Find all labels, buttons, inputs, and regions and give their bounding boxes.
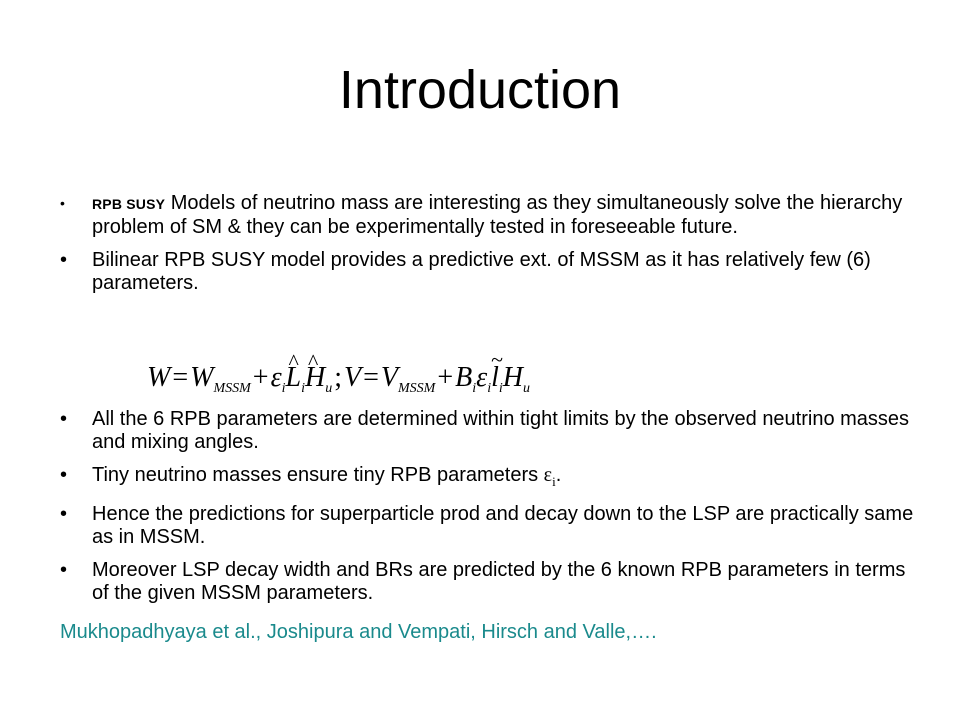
bullet-tiny-masses xyxy=(60,464,920,493)
bullet-text: Tiny neutrino masses ensure tiny RPB parameters xyxy=(92,464,544,486)
bullet-lsp-decay xyxy=(60,559,920,605)
eq-sub-mssm: MSSM xyxy=(213,381,251,396)
bullet-rpb-parameters xyxy=(60,408,920,454)
bullet-text: Models of neutrino mass are interesting as they simultaneously solve the hierarchy problem of SM & they can be experimentally tested in foreseeable future. xyxy=(92,192,903,238)
bullet-list-bottom xyxy=(60,408,920,615)
slide-title: Introduction xyxy=(338,60,622,120)
eq-plus: + xyxy=(437,362,454,393)
eq-b: B xyxy=(455,362,473,393)
eq-sub-i: i xyxy=(281,381,286,396)
eq-v-mssm: V xyxy=(380,362,399,393)
bullet-suffix: . xyxy=(555,464,562,486)
eq-sub-u: u xyxy=(522,381,530,396)
eq-w: W xyxy=(147,362,171,393)
eq-epsilon: ε xyxy=(476,362,488,393)
bullet-text: Bilinear RPB SUSY model provides a predictive ext. of MSSM as it has relatively few (6) parameters. xyxy=(92,249,871,294)
eq-sub-u: u xyxy=(325,381,333,396)
eq-sub-i: i xyxy=(472,381,477,396)
eq-plus: + xyxy=(252,362,269,393)
epsilon-symbol: $\varepsilon_i$ xyxy=(543,464,556,489)
eq-equals: = xyxy=(172,362,189,393)
eq-h: H xyxy=(502,362,523,393)
eq-sub-i: i xyxy=(301,381,305,396)
bullet-text: Moreover LSP decay width and BRs are predicted by the 6 known RPB parameters in terms of the given MSSM parameters. xyxy=(92,559,906,604)
bullet-predictions xyxy=(60,503,920,549)
bullet-rpb-susy-models xyxy=(60,192,920,239)
eq-l-tilde: l ~ xyxy=(491,362,499,393)
bullet-list-top xyxy=(60,192,920,295)
eq-epsilon: ε xyxy=(270,362,282,393)
eq-sub-i: i xyxy=(498,381,503,396)
references-line: Mukhopadhyaya et al., Joshipura and Vempati, Hirsch and Valle,…. xyxy=(60,621,657,643)
eq-w-mssm: W xyxy=(190,362,214,393)
rpb-susy-label: RPB SUSY xyxy=(92,196,166,212)
eq-equals: = xyxy=(363,362,379,393)
superpotential-equation xyxy=(147,356,667,400)
bullet-text: All the 6 RPB parameters are determined within tight limits by the observed neutrino masses and mixing angles. xyxy=(92,408,910,453)
eq-h-hat: H ^ xyxy=(305,362,325,393)
eq-v: V xyxy=(344,362,362,393)
eq-separator: ; xyxy=(334,362,342,393)
eq-sub-mssm: MSSM xyxy=(398,381,436,396)
bullet-bilinear-model xyxy=(60,249,920,295)
bullet-text: Hence the predictions for superparticle prod and decay down to the LSP are practically same as in MSSM. xyxy=(92,503,914,548)
eq-sub-i: i xyxy=(487,381,492,396)
eq-l-hat: L ^ xyxy=(286,362,302,393)
